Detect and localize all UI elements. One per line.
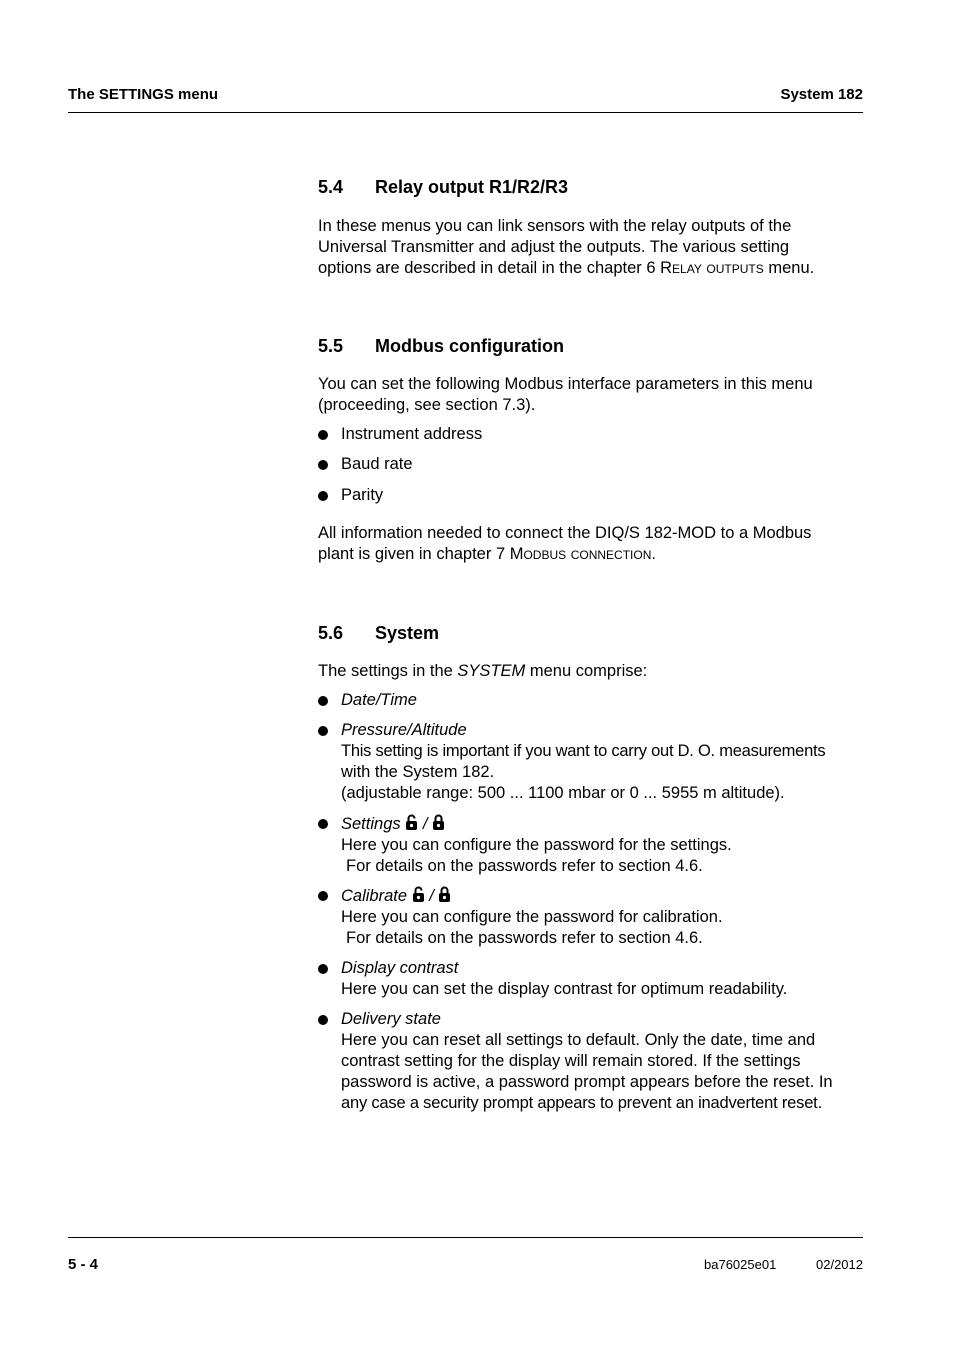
- text-line: password is active, a password prompt appears before the reset. In: [341, 1073, 833, 1091]
- list-item: [318, 958, 878, 1000]
- item-title: Settings: [341, 815, 401, 833]
- text-line: (adjustable range: 500 ... 1100 mbar or 0 ... 5955 m altitude).: [341, 784, 785, 802]
- section-5-6-heading: [318, 623, 439, 644]
- bullet-icon: [318, 964, 328, 974]
- text-line: contrast setting for the display will remain stored. If the settings: [341, 1052, 801, 1070]
- section-number: 5.6: [318, 623, 344, 643]
- text-line: with the System 182.: [341, 763, 495, 781]
- text-line: All information needed to connect the DIQ/S 182-MOD to a Modbus: [318, 524, 812, 542]
- text-line: Here you can reset all settings to default. Only the date, time and: [341, 1031, 816, 1049]
- section-5-4-paragraph: [318, 216, 878, 279]
- page-number: 5 - 4: [68, 1256, 99, 1273]
- header-rule: [68, 112, 863, 113]
- section-5-6-intro: The settings in the SYSTEM menu comprise:: [318, 662, 648, 680]
- document-date: 02/2012: [816, 1257, 863, 1272]
- section-title: System: [375, 623, 440, 643]
- item-title: Date/Time: [341, 691, 417, 709]
- item-title: Display contrast: [341, 959, 459, 977]
- list-item: Baud rate: [318, 454, 878, 475]
- text-line: For details on the passwords refer to section 4.6.: [346, 929, 703, 947]
- menu-name: SYSTEM: [457, 662, 526, 680]
- header-left: The SETTINGS menu: [68, 86, 219, 103]
- list-item: [318, 1009, 878, 1114]
- bullet-icon: [318, 430, 328, 440]
- list-item: Parity: [318, 485, 878, 506]
- text-line: Universal Transmitter and adjust the outputs. The various setting: [318, 238, 790, 256]
- bullet-icon: [318, 696, 328, 706]
- bullet-icon: [318, 460, 328, 470]
- text-line: (proceeding, see section 7.3).: [318, 396, 536, 414]
- header-right: System 182: [780, 86, 863, 103]
- text-line: For details on the passwords refer to section 4.6.: [346, 857, 703, 875]
- text-line: any case a security prompt appears to prevent an inadvertent reset.: [341, 1094, 822, 1112]
- section-5-5-heading: [318, 336, 564, 357]
- chapter-reference: Modbus connection: [509, 545, 652, 563]
- item-title-row: [341, 813, 878, 835]
- section-5-5-intro: [318, 374, 878, 416]
- item-title-row: [341, 885, 878, 907]
- footer-rule: [68, 1237, 863, 1238]
- text-line: Here you can set the display contrast for optimum readability.: [341, 980, 788, 998]
- chapter-reference: Relay outputs: [660, 259, 764, 277]
- section-5-5-note: [318, 523, 878, 565]
- section-number: 5.4: [318, 177, 344, 197]
- bullet-icon: [318, 1015, 328, 1025]
- lock-closed-icon: [432, 813, 445, 831]
- bullet-icon: [318, 891, 328, 901]
- list-item: Instrument address: [318, 424, 878, 445]
- separator: /: [429, 887, 434, 905]
- text-line: Here you can configure the password for the settings.: [341, 836, 732, 854]
- bullet-icon: [318, 819, 328, 829]
- text-line: In these menus you can link sensors with the relay outputs of the: [318, 217, 792, 235]
- list-item: [318, 885, 878, 949]
- list-item: [318, 690, 878, 711]
- lock-open-icon: [405, 813, 418, 831]
- item-title: Calibrate: [341, 887, 408, 905]
- section-number: 5.5: [318, 336, 344, 356]
- section-5-4-heading: [318, 177, 568, 198]
- list-item: [318, 813, 878, 877]
- lock-closed-icon: [438, 885, 451, 903]
- text-line: This setting is important if you want to carry out D. O. measurements: [341, 742, 826, 760]
- document-id: ba76025e01: [704, 1257, 777, 1272]
- text-line: options are described in detail in the chapter 6 Relay outputs menu.: [318, 259, 815, 277]
- item-title: Delivery state: [341, 1010, 441, 1028]
- item-title: Pressure/Altitude: [341, 721, 467, 739]
- bullet-icon: [318, 726, 328, 736]
- text-line: plant is given in chapter 7 Modbus connection.: [318, 545, 656, 563]
- bullet-icon: [318, 491, 328, 501]
- section-title: Modbus configuration: [375, 336, 564, 356]
- list-item: [318, 720, 878, 804]
- text-line: You can set the following Modbus interface parameters in this menu: [318, 375, 813, 393]
- section-title: Relay output R1/R2/R3: [375, 177, 569, 197]
- separator: /: [422, 815, 428, 833]
- lock-open-icon: [412, 885, 425, 903]
- text-line: Here you can configure the password for calibration.: [341, 908, 723, 926]
